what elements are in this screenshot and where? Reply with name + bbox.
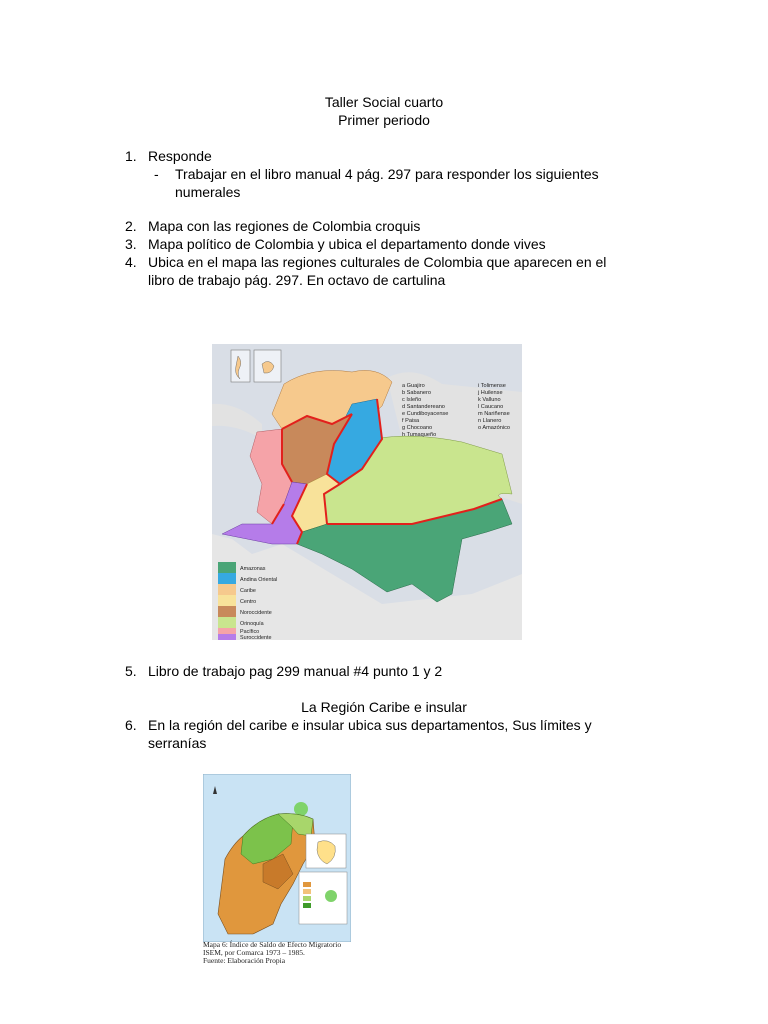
key-label: d Santandereano — [402, 404, 445, 410]
item-number: 3. — [125, 236, 137, 252]
legend-swatch — [303, 896, 311, 901]
legend-swatch — [218, 606, 236, 617]
colombia-cultural-regions-map — [212, 344, 522, 640]
key-label: h Tumaqueño — [402, 432, 437, 438]
item-text: Mapa político de Colombia y ubica el departamento donde vives — [148, 236, 546, 252]
document-subtitle: Primer periodo — [338, 112, 430, 128]
caption-line: Fuente: Elaboración Propia — [203, 956, 286, 965]
legend-symbol — [325, 890, 337, 902]
item-number: 2. — [125, 218, 137, 234]
item-text: En la región del caribe e insular ubica sus departamentos, Sus límites y — [148, 717, 592, 733]
legend-label: Centro — [240, 599, 257, 605]
caribe-region-map — [203, 774, 351, 942]
legend-swatch — [218, 617, 236, 628]
legend-swatch — [303, 882, 311, 887]
item-text: numerales — [175, 184, 241, 200]
legend-label: Amazonas — [240, 566, 266, 572]
key-label: o Amazónico — [478, 425, 511, 431]
caption-line: ISEM, por Comarca 1973 – 1985. — [203, 948, 305, 957]
item-text: Mapa con las regiones de Colombia croquis — [148, 218, 421, 234]
legend-label: Pacífico — [240, 629, 260, 635]
key-label: l Caucano — [478, 404, 504, 410]
item-number: 6. — [125, 717, 137, 733]
key-label: f Paisa — [402, 418, 420, 424]
legend-swatch — [218, 634, 236, 640]
item-text: serranías — [148, 735, 207, 751]
item-text: libro de trabajo pág. 297. En octavo de cartulina — [148, 272, 446, 288]
item-text: Ubica en el mapa las regiones culturales de Colombia que aparecen en el — [148, 254, 607, 270]
key-label: g Chocoano — [402, 425, 433, 431]
legend-swatch — [303, 889, 311, 894]
legend-label: Andina Oriental — [240, 577, 278, 583]
item-text: Libro de trabajo pag 299 manual #4 punto 1 y 2 — [148, 663, 443, 679]
key-label: a Guajiro — [402, 383, 425, 389]
key-label: n Llanero — [478, 418, 502, 424]
legend-label: Orinoquía — [240, 621, 264, 627]
item-number: 1. — [125, 148, 137, 164]
legend-label: Noroccidente — [240, 610, 272, 616]
caption-line: Mapa 6: Índice de Saldo de Efecto Migratorio — [203, 940, 342, 949]
key-label: m Nariñense — [478, 411, 510, 417]
key-label: j Huilense — [478, 390, 503, 396]
key-label: k Valluno — [478, 397, 501, 403]
bullet-dash: - — [154, 166, 159, 182]
key-label: b Sabanero — [402, 390, 431, 396]
legend-swatch — [218, 628, 236, 634]
legend-label: Caribe — [240, 588, 256, 594]
legend-swatch — [218, 584, 236, 595]
legend-swatch — [218, 595, 236, 606]
map-caption — [203, 941, 373, 965]
section-title: La Región Caribe e insular — [301, 699, 467, 715]
item-number: 5. — [125, 663, 137, 679]
item-text: Responde — [148, 148, 212, 164]
key-label: e Cundiboyacense — [402, 411, 449, 417]
document-title: Taller Social cuarto — [324, 94, 444, 110]
legend-swatch — [218, 573, 236, 584]
legend-swatch — [218, 562, 236, 573]
legend-swatch — [303, 903, 311, 908]
item-text: Trabajar en el libro manual 4 pág. 297 para responder los siguientes — [175, 166, 599, 182]
legend-label: Suroccidente — [240, 635, 272, 640]
item-number: 4. — [125, 254, 137, 270]
key-label: c Isleño — [402, 397, 422, 403]
key-label: i Tolimense — [478, 383, 506, 389]
